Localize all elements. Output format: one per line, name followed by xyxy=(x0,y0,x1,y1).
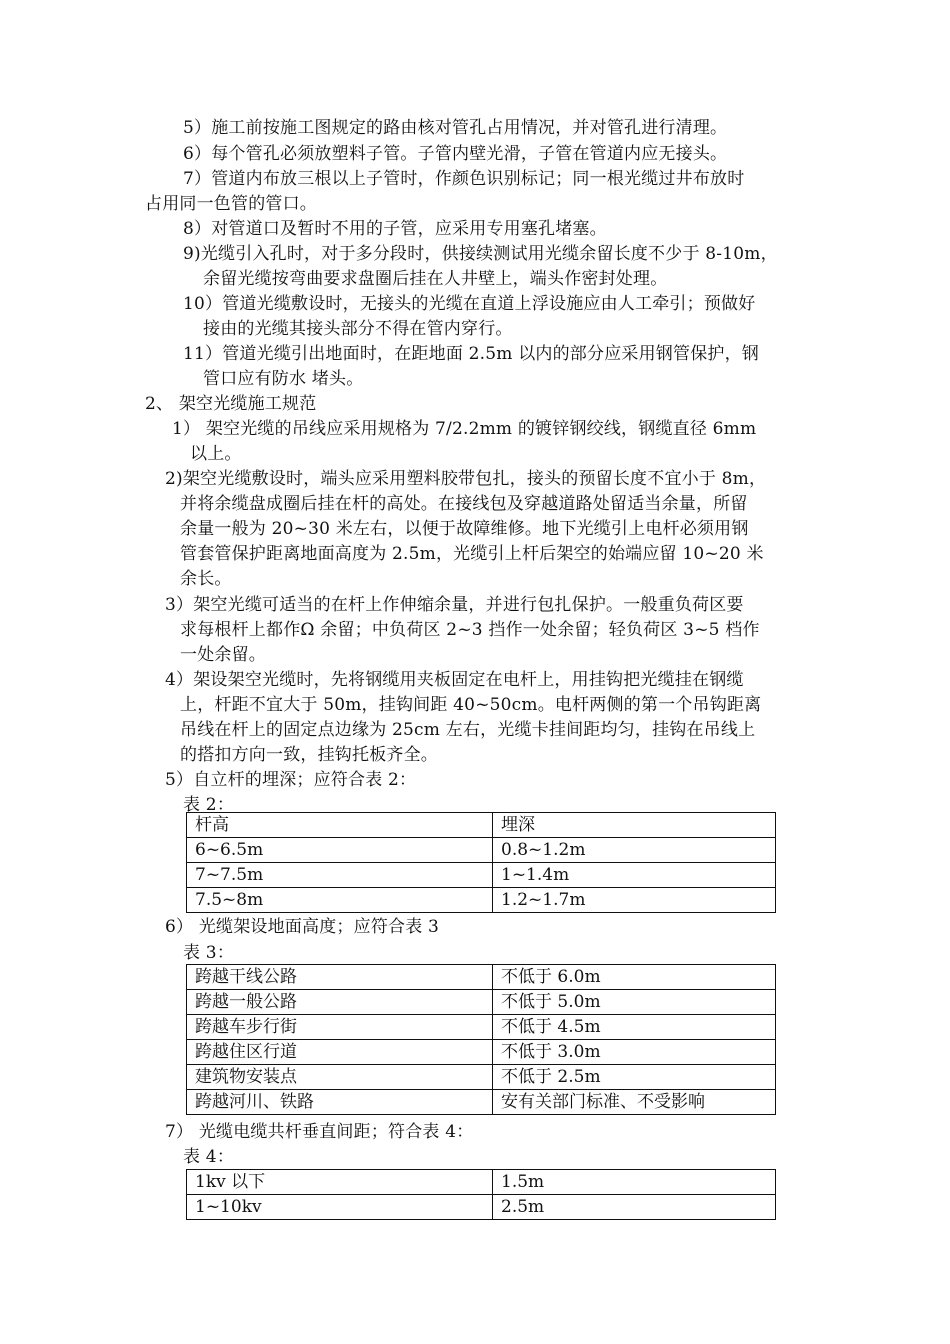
table-row xyxy=(187,888,776,913)
table-cell: 1~1.4m xyxy=(493,863,776,888)
table-2-caption: 表 2： xyxy=(183,795,235,815)
aerial-item-2-line4: 管套管保护距离地面高度为 2.5m，光缆引上杆后架空的始端应留 10~20 米 xyxy=(180,544,764,564)
table-cell: 跨越住区行道 xyxy=(187,1040,493,1065)
aerial-item-4-line3: 吊线在杆上的固定点边缘为 25cm 左右，光缆卡挂间距均匀，挂钩在吊线上 xyxy=(180,720,756,740)
table-row xyxy=(187,1065,776,1090)
table-3 xyxy=(186,964,776,1115)
pipeline-item-10-line1: 10）管道光缆敷设时，无接头的光缆在直道上浮设施应由人工牵引；预做好 xyxy=(183,294,756,314)
aerial-item-2-line2: 并将余缆盘成圈后挂在杆的高处。在接线包及穿越道路处留适当余量，所留 xyxy=(180,494,748,514)
aerial-item-3-line3: 一处余留。 xyxy=(180,645,266,665)
pipeline-item-9-line2: 余留光缆按弯曲要求盘圈后挂在人井壁上，端头作密封处理。 xyxy=(203,269,668,289)
table-row xyxy=(187,990,776,1015)
table-cell: 不低于 2.5m xyxy=(493,1065,776,1090)
table-cell: 不低于 4.5m xyxy=(493,1015,776,1040)
table-4-caption: 表 4： xyxy=(183,1147,235,1167)
aerial-item-7: 7） 光缆电缆共杆垂直间距；符合表 4： xyxy=(165,1122,474,1142)
aerial-item-2-line3: 余量一般为 20~30 米左右，以便于故障维修。地下光缆引上电杆必须用钢 xyxy=(180,519,749,539)
table-row xyxy=(187,813,776,838)
table-row xyxy=(187,863,776,888)
table-4 xyxy=(186,1169,776,1220)
table-cell: 2.5m xyxy=(493,1195,776,1220)
pipeline-item-9-line1: 9)光缆引入孔时，对于多分段时，供接续测试用光缆余留长度不少于 8-10m， xyxy=(183,244,778,264)
table-cell: 1kv 以下 xyxy=(187,1170,493,1195)
pipeline-item-11-line2: 管口应有防水 堵头。 xyxy=(203,369,364,389)
table-cell: 不低于 6.0m xyxy=(493,965,776,990)
table-cell: 建筑物安装点 xyxy=(187,1065,493,1090)
aerial-item-4-line4: 的搭扣方向一致，挂钩托板齐全。 xyxy=(180,745,438,765)
aerial-item-3-line2: 求每根杆上都作Ω 余留；中负荷区 2~3 挡作一处余留；轻负荷区 3~5 档作 xyxy=(180,620,760,640)
table-cell: 7~7.5m xyxy=(187,863,493,888)
table-cell: 跨越河川、铁路 xyxy=(187,1090,493,1115)
aerial-item-6: 6） 光缆架设地面高度；应符合表 3 xyxy=(165,917,440,937)
table-row xyxy=(187,1015,776,1040)
table-row xyxy=(187,965,776,990)
pipeline-item-7-line1: 7）管道内布放三根以上子管时，作颜色识别标记；同一根光缆过井布放时 xyxy=(183,169,745,189)
table-cell: 安有关部门标准、不受影响 xyxy=(493,1090,776,1115)
section-2-heading: 2、 架空光缆施工规范 xyxy=(145,394,317,414)
aerial-item-2-line1: 2)架空光缆敷设时，端头应采用塑料胶带包扎，接头的预留长度不宜小于 8m， xyxy=(165,469,767,489)
aerial-item-4-line1: 4）架设架空光缆时，先将钢缆用夹板固定在电杆上，用挂钩把光缆挂在钢缆 xyxy=(165,670,744,690)
pipeline-item-8: 8）对管道口及暂时不用的子管，应采用专用塞孔堵塞。 xyxy=(183,219,607,239)
table-cell: 7.5~8m xyxy=(187,888,493,913)
aerial-item-1-line1: 1） 架空光缆的吊线应采用规格为 7/2.2mm 的镀锌钢绞线，钢缆直径 6mm xyxy=(172,419,757,439)
aerial-item-2-line5: 余长。 xyxy=(180,569,232,589)
table-row xyxy=(187,1170,776,1195)
table-cell: 杆高 xyxy=(187,813,493,838)
table-3-caption: 表 3： xyxy=(183,943,235,963)
pipeline-item-11-line1: 11）管道光缆引出地面时，在距地面 2.5m 以内的部分应采用钢管保护，钢 xyxy=(183,344,759,364)
table-cell: 不低于 3.0m xyxy=(493,1040,776,1065)
pipeline-item-6: 6）每个管孔必须放塑料子管。子管内壁光滑，子管在管道内应无接头。 xyxy=(183,144,728,164)
table-cell: 6~6.5m xyxy=(187,838,493,863)
table-cell: 1.5m xyxy=(493,1170,776,1195)
table-cell: 跨越干线公路 xyxy=(187,965,493,990)
table-row xyxy=(187,1090,776,1115)
pipeline-item-7-line2: 占用同一色管的管口。 xyxy=(145,194,317,214)
table-row xyxy=(187,1040,776,1065)
table-row xyxy=(187,1195,776,1220)
table-cell: 1~10kv xyxy=(187,1195,493,1220)
aerial-item-3-line1: 3）架空光缆可适当的在杆上作伸缩余量，并进行包扎保护。一般重负荷区要 xyxy=(165,595,744,615)
pipeline-item-5: 5）施工前按施工图规定的路由核对管孔占用情况，并对管孔进行清理。 xyxy=(183,118,728,138)
table-cell: 1.2~1.7m xyxy=(493,888,776,913)
aerial-item-5: 5）自立杆的埋深；应符合表 2： xyxy=(165,770,417,790)
table-cell: 跨越车步行街 xyxy=(187,1015,493,1040)
table-row xyxy=(187,838,776,863)
table-cell: 不低于 5.0m xyxy=(493,990,776,1015)
table-2 xyxy=(186,812,776,913)
aerial-item-1-line2: 以上。 xyxy=(190,444,242,464)
table-cell: 跨越一般公路 xyxy=(187,990,493,1015)
aerial-item-4-line2: 上，杆距不宜大于 50m，挂钩间距 40~50cm。电杆两侧的第一个吊钩距离 xyxy=(180,695,762,715)
table-cell: 0.8~1.2m xyxy=(493,838,776,863)
table-cell: 埋深 xyxy=(493,813,776,838)
pipeline-item-10-line2: 接由的光缆其接头部分不得在管内穿行。 xyxy=(203,319,513,339)
